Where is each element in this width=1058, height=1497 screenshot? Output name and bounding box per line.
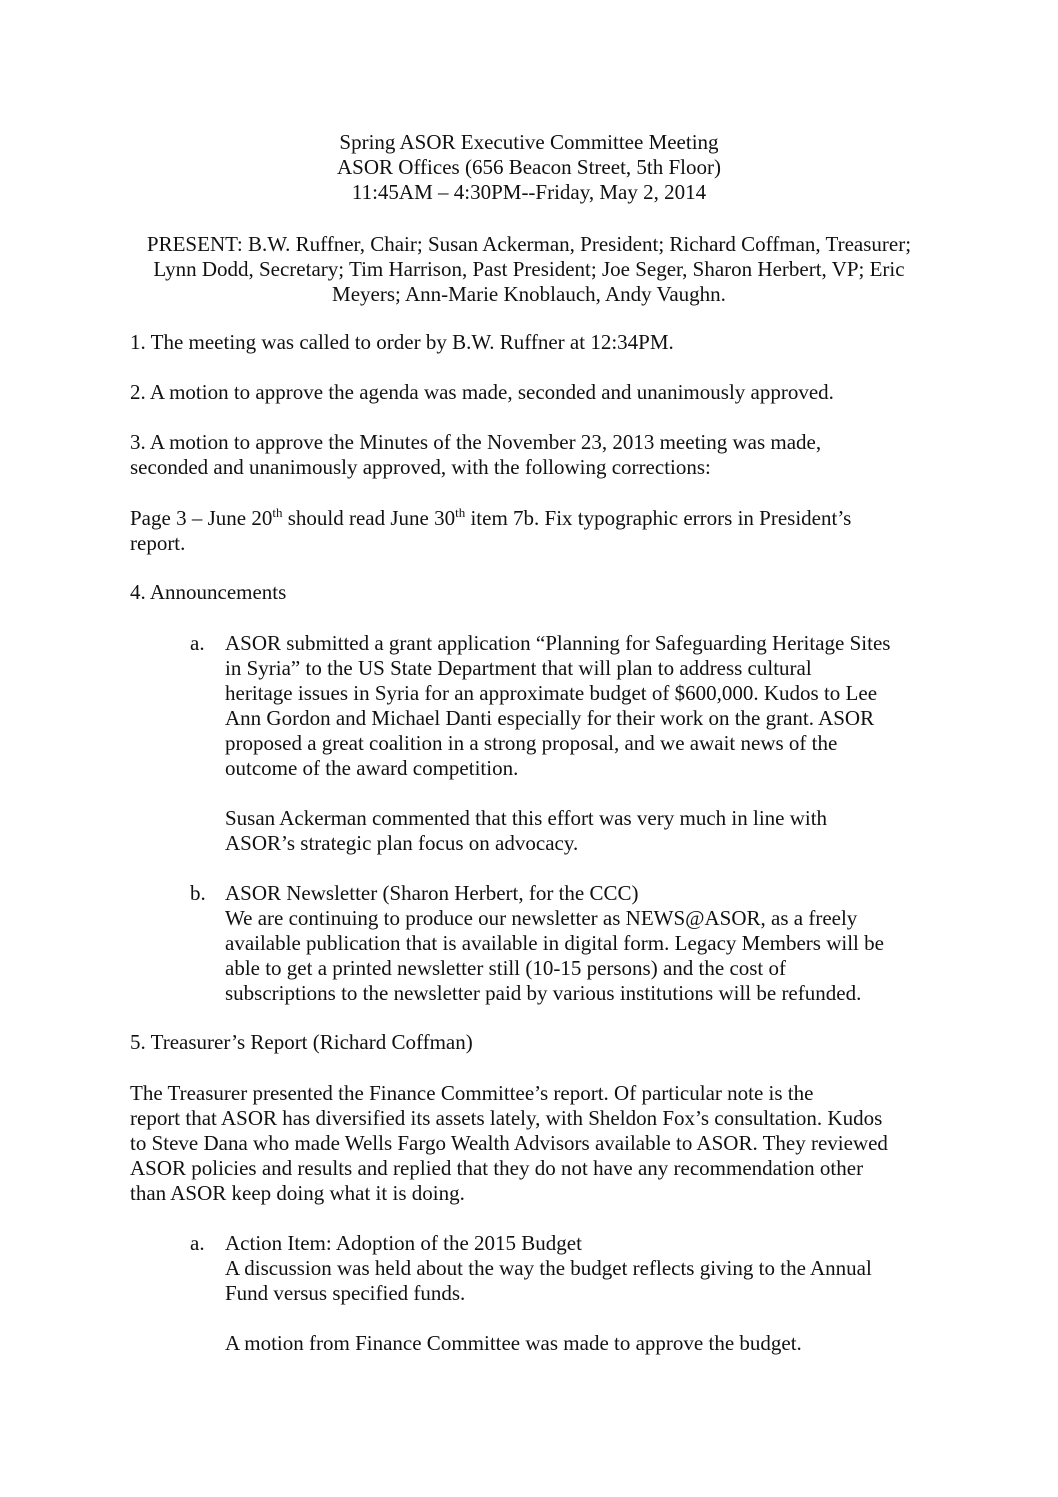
attendees-line: Meyers; Ann-Marie Knoblauch, Andy Vaughn. xyxy=(332,282,726,306)
text-line: ASOR Newsletter (Sharon Herbert, for the CCC) xyxy=(225,881,639,905)
text-line: ASOR’s strategic plan focus on advocacy. xyxy=(225,831,579,855)
list-body xyxy=(225,881,925,1006)
item-call-to-order: 1. The meeting was called to order by B.W. Ruffner at 12:34PM. xyxy=(130,330,674,354)
item-agenda-approval: 2. A motion to approve the agenda was made, seconded and unanimously approved. xyxy=(130,380,834,404)
header-title: Spring ASOR Executive Committee Meeting xyxy=(339,130,719,154)
corrections-paragraph xyxy=(130,506,851,556)
corrections-line: report. xyxy=(130,531,186,555)
text-line: able to get a printed newsletter still (10-15 persons) and the cost of xyxy=(225,956,787,980)
attendees-line: Lynn Dodd, Secretary; Tim Harrison, Past President; Joe Seger, Sharon Herbert, VP; Eric xyxy=(153,257,905,281)
text-line: proposed a great coalition in a strong proposal, and we await news of the xyxy=(225,731,838,755)
minutes-line: 3. A motion to approve the Minutes of the November 23, 2013 meeting was made, xyxy=(130,430,822,454)
treasurer-action-item xyxy=(190,1231,950,1311)
text-line: report that ASOR has diversified its assets lately, with Sheldon Fox’s consultation. Kudos xyxy=(130,1106,883,1130)
text-line: ASOR policies and results and replied that they do not have any recommendation other xyxy=(130,1156,864,1180)
text-line: to Steve Dana who made Wells Fargo Wealth Advisors available to ASOR. They reviewed xyxy=(130,1131,888,1155)
text-line: Action Item: Adoption of the 2015 Budget xyxy=(225,1231,582,1255)
treasurer-paragraph xyxy=(130,1081,888,1206)
text-line: Ann Gordon and Michael Danti especially for their work on the grant. ASOR xyxy=(225,706,875,730)
budget-motion: A motion from Finance Committee was made to approve the budget. xyxy=(225,1331,802,1355)
corrections-text: item 7b. Fix typographic errors in President’s xyxy=(465,506,852,530)
treasurer-heading: 5. Treasurer’s Report (Richard Coffman) xyxy=(130,1030,473,1054)
announcement-b xyxy=(190,881,950,1011)
text-line: subscriptions to the newsletter paid by various institutions will be refunded. xyxy=(225,981,862,1005)
text-line: The Treasurer presented the Finance Committee’s report. Of particular note is the xyxy=(130,1081,814,1105)
text-line: heritage issues in Syria for an approximate budget of $600,000. Kudos to Lee xyxy=(225,681,878,705)
text-line: than ASOR keep doing what it is doing. xyxy=(130,1181,465,1205)
item-minutes-approval xyxy=(130,430,821,480)
attendees-paragraph xyxy=(0,232,1058,307)
text-line: outcome of the award competition. xyxy=(225,756,519,780)
header-location: ASOR Offices (656 Beacon Street, 5th Floor) xyxy=(337,155,721,179)
meeting-header xyxy=(0,130,1058,205)
list-body xyxy=(225,1231,925,1306)
announcement-a xyxy=(190,631,950,791)
text-line: in Syria” to the US State Department that will plan to address cultural xyxy=(225,656,812,680)
text-line: available publication that is available in digital form. Legacy Members will be xyxy=(225,931,884,955)
corrections-text: should read June 30 xyxy=(282,506,456,530)
list-label: b. xyxy=(190,881,206,905)
list-label: a. xyxy=(190,1231,205,1255)
header-datetime: 11:45AM – 4:30PM--Friday, May 2, 2014 xyxy=(351,180,707,204)
item-announcements-heading: 4. Announcements xyxy=(130,580,287,604)
superscript: th xyxy=(455,505,466,520)
text-line: ASOR submitted a grant application “Planning for Safeguarding Heritage Sites xyxy=(225,631,891,655)
text-line: A discussion was held about the way the budget reflects giving to the Annual xyxy=(225,1256,872,1280)
superscript: th xyxy=(272,505,283,520)
corrections-text: Page 3 – June 20 xyxy=(130,506,273,530)
text-line: Fund versus specified funds. xyxy=(225,1281,466,1305)
text-line: Susan Ackerman commented that this effort was very much in line with xyxy=(225,806,828,830)
corrections-line xyxy=(130,506,851,531)
announcement-a-comment xyxy=(225,806,827,856)
text-line: We are continuing to produce our newsletter as NEWS@ASOR, as a freely xyxy=(225,906,858,930)
minutes-line: seconded and unanimously approved, with the following corrections: xyxy=(130,455,711,479)
attendees-line: PRESENT: B.W. Ruffner, Chair; Susan Ackerman, President; Richard Coffman, Treasurer; xyxy=(146,232,912,256)
list-body xyxy=(225,631,925,781)
list-label: a. xyxy=(190,631,205,655)
